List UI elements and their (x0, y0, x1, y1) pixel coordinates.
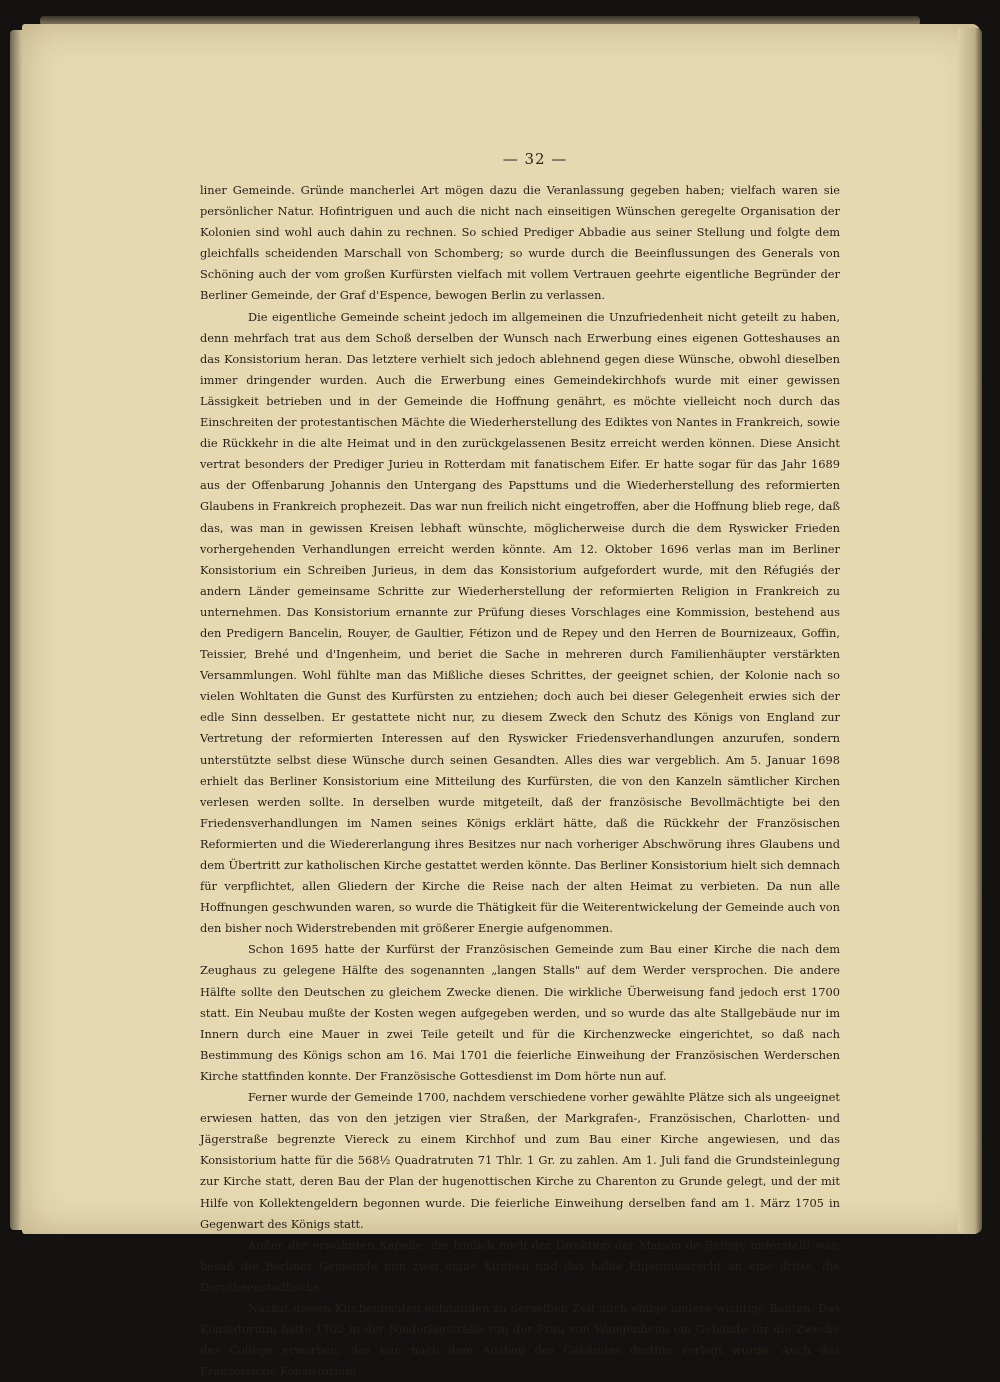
paragraph: Schon 1695 hatte der Kurfürst der Französischen Gemeinde zum Bau einer Kirche die nach dem Zeughaus zu gelegene Hälfte des sogenannten „langen Stalls" auf dem Werder versprochen. Die andere Hälfte sollte den Deutschen zu gleichem Zwecke dienen. Die wirkliche Überweisung fand jedoch erst 1700 statt. Ein Neubau mußte der Kosten wegen aufgegeben werden, und so wurde das alte Stallgebäude nur im Innern durch eine Mauer in zwei Teile geteilt und für die Kirchenzwecke eingerichtet, so daß nach Bestimmung des Königs schon am 16. Mai 1701 die feierliche Einweihung der Französischen Werderschen Kirche stattfinden konnte. Der Französische Gottesdienst im Dom hörte nun auf. (200, 942, 840, 1083)
page-stack-right (958, 28, 982, 1233)
paragraph: Nächst diesen Kirchenbauten entstanden zu derselben Zeit auch einige andere wichtige Bauten. Das Konsistorium hatte 1702 in der Niederlagstraße von der Frau von Wangenheim ein Gebäude für die Zwecke des Collège erworben, das nun nach dem Ausbau des Gebäudes dorthin verlegt wurde. Auch das Französische Konsistorium (200, 1300, 840, 1379)
paragraph: Außer der erwähnten Kapelle, die freilich noch der Direktion der Maison de Refuge unterstellt war, besaß die Berliner Gemeinde nun zwei eigne Kirchen und das halbe Eigentumsrecht an eine dritte, die Dorotheenstädtische. (200, 1237, 840, 1294)
body-text (200, 180, 840, 1382)
paragraph: Die eigentliche Gemeinde scheint jedoch im allgemeinen die Unzufriedenheit nicht geteilt zu haben, denn mehrfach trat aus dem Schoß derselben der Wunsch nach Erwerbung eines eigenen Gotteshauses an das Konsistorium heran. Das letztere verhielt sich jedoch ablehnend gegen diese Wünsche, obwohl dieselben immer dringender wurden. Auch die Erwerbung eines Gemeindekirchhofs wurde mit einer gewissen Lässigkeit betrieben und in der Gemeinde die Hoffnung genährt, es möchte vielleicht noch durch das Einschreiten der protestantischen Mächte die Wiederherstellung des Ediktes von Nantes in Frankreich, sowie die Rückkehr in die alte Heimat und in den zurückgelassenen Besitz erreicht werden können. Diese Ansicht vertrat besonders der Prediger Jurieu in Rotterdam mit fanatischem Eifer. Er hatte sogar für das Jahr 1689 aus der Offenbarung Johannis den Untergang des Papsttums und die Wiederherstellung des reformierten Glaubens in Frankreich prophezeit. Das war nun freilich nicht eingetroffen, aber die Hoffnung blieb rege, daß das, was man in gewissen Kreisen lebhaft wünschte, möglicherweise durch die dem Ryswicker Frieden vorhergehenden Verhandlungen erreicht werden könnte. Am 12. Oktober 1696 verlas man im Berliner Konsistorium ein Schreiben Jurieus, in dem das Konsistorium aufgefordert wurde, mit den Réfugiés der andern Länder gemeinsame Schritte zur Wiederherstellung der reformierten Religion in Frankreich zu unternehmen. Das Konsistorium ernannte zur Prüfung dieses Vorschlages eine Kommission, bestehend aus den Predigern Bancelin, Rouyer, de Gaultier, Fétizon und de Repey und den Herren de Bournizeaux, Goffin, Teissier, Brehé und d'Ingenheim, und beriet die Sache in mehreren durch Familienhäupter verstärkten Versammlungen. Wohl fühlte man das Mißliche dieses Schrittes, der geeignet schien, der Kolonie nach so vielen Wohltaten die Gunst des Kurfürsten zu entziehen; doch auch bei dieser Gelegenheit erwies sich der edle Sinn desselben. Er gestattete nicht nur, zu diesem Zweck den Schutz des Königs von England zur Vertretung der reformierten Interessen auf den Ryswicker Friedensverhandlungen anzurufen, sondern unterstützte selbst diese Wünsche durch seinen Gesandten. Alles dies war vergeblich. Am 5. Januar 1698 erhielt das Berliner Konsistorium eine Mitteilung des Kurfürsten, die von den Kanzeln sämtlicher Kirchen verlesen werden sollte. In derselben wurde mitgeteilt, daß der französische Bevollmächtigte bei den Friedensverhandlungen im Namen seines Königs erklärt hätte, daß die Rückkehr der Französischen Reformierten und die Wiedererlangung ihres Besitzes nur nach vorheriger Abschwörung ihres Glaubens und dem Übertritt zur katholischen Kirche gestattet werden könnte. Das Berliner Konsistorium hielt sich demnach für verpflichtet, allen Gliedern der Kirche die Reise nach der alten Heimat zu verbieten. Da nun alle Hoffnungen geschwunden waren, so wurde die Thätigkeit für die Weiterentwickelung der Gemeinde auch von den bisher noch Widerstrebenden mit größerer Energie aufgenommen. (200, 309, 840, 936)
page-number: — 32 — (502, 150, 568, 168)
paragraph: Ferner wurde der Gemeinde 1700, nachdem verschiedene vorher gewählte Plätze sich als ungeeignet erwiesen hatten, das von den jetzigen vier Straßen, der Markgrafen-, Französischen, Charlotten- und Jägerstraße begrenzte Viereck zu einem Kirchhof und zum Bau einer Kirche angewiesen, und das Konsistorium hatte für die 568½ Quadratruten 71 Thlr. 1 Gr. zu zahlen. Am 1. Juli fand die Grundsteinlegung zur Kirche statt, deren Bau der Plan der hugenottischen Kirche zu Charenton zu Grunde gelegt, und der mit Hilfe von Kollektengeldern begonnen wurde. Die feierliche Einweihung derselben fand am 1. März 1705 in Gegenwart des Königs statt. (200, 1090, 840, 1231)
paragraph: liner Gemeinde. Gründe mancherlei Art mögen dazu die Veranlassung gegeben haben; vielfach waren sie persönlicher Natur. Hofintriguen und auch die nicht nach einseitigen Wünschen geregelte Organisation der Kolonien sind wohl auch dahin zu rechnen. So schied Prediger Abbadie aus seiner Stellung und folgte dem gleichfalls scheidenden Marschall von Schomberg; so wurde durch die Beeinflussungen des Generals von Schöning auch der vom großen Kurfürsten vielfach mit vollem Vertrauen geehrte eigentliche Begründer der Berliner Gemeinde, der Graf d'Espence, bewogen Berlin zu verlassen. (200, 183, 840, 303)
